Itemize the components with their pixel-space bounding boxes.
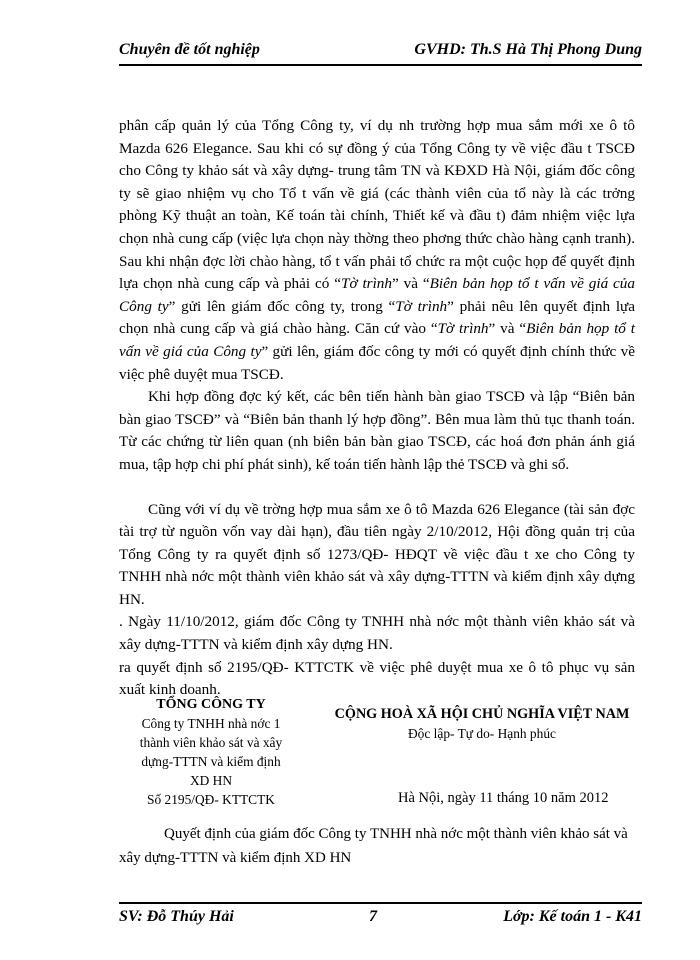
- issuing-organization-block: [120, 695, 302, 809]
- text-run: ” và “: [488, 320, 527, 338]
- decision-title: Quyết định của giám đốc Công ty TNHH nhà nớc một thành viên khảo sát và xây dựng-TTTN và kiểm định XD HN: [119, 826, 628, 866]
- text-run: ra quyết định số 2195/QĐ- KTTCTK về việc phê duyệt mua xe ô tô phục vụ sản xuất kinh doanh.: [119, 658, 635, 699]
- decision-number: Số 2195/QĐ- KTTCTK: [147, 792, 275, 807]
- page-footer: [119, 902, 642, 930]
- body-paragraph: [119, 611, 635, 656]
- footer-student: SV: Đỗ Thúy Hải: [119, 908, 234, 925]
- organization-line-3: dựng-TTTN và kiểm định: [141, 754, 281, 769]
- italic-text-run: Biên bản họp tổ t vấn về giá của Công ty: [119, 275, 635, 315]
- header-course-title: Chuyên đề tốt nghiệp: [119, 41, 260, 58]
- text-run: . Ngày 11/10/2012, giám đốc Công ty TNHH nhà nớc một thành viên khảo sát và xây dựng-TTTN và kiểm định xây dựng HN.: [119, 613, 635, 654]
- body-paragraph: [119, 115, 635, 386]
- footer-class: Lớp: Kế toán 1 - K41: [503, 908, 642, 925]
- text-run: ” gửi lên, giám đốc công ty mới có quyết định chính thức về việc phê duyệt mua TSCĐ.: [119, 342, 635, 383]
- body-text: [119, 115, 635, 702]
- issue-date: Hà Nội, ngày 11 tháng 10 năm 2012: [398, 790, 609, 806]
- text-run: ” và “: [392, 275, 430, 293]
- text-run: Cũng với ví dụ về trờng hợp mua sắm xe ô tô Mazda 626 Elegance (tài sản đợc tài trợ từ nguồn vốn vay dài hạn), đầu tiên ngày 2/10/2012, Hội đồng quản trị của Tổng Công ty ra quyết định số 1273/QĐ- HĐQT về việc đầu t xe cho Công ty TNHH nhà nớc một thành viên khảo sát và xây dựng-TTTN và kiểm định xây dựng HN.: [119, 500, 635, 608]
- text-run: Khi hợp đồng đợc ký kết, các bên tiến hành bàn giao TSCĐ và lập “Biên bản bàn giao TSCĐ” và “Biên bản thanh lý hợp đồng”. Bên mua làm thủ tục thanh toán. Từ các chứng từ liên quan (nh biên bản bàn giao TSCĐ, các hoá đơn phản ánh giá mua, tập hợp chi phí phát sinh), kế toán tiến hành lập thẻ TSCĐ và ghi sổ.: [119, 388, 635, 473]
- parent-organization-name: TỔNG CÔNG TY: [156, 697, 266, 712]
- header-supervisor: GVHD: Th.S Hà Thị Phong Dung: [414, 41, 642, 58]
- italic-text-run: Biên bản họp tổ t vấn về giá của Công ty: [119, 320, 635, 360]
- text-run: ” phải nêu lên quyết định lựa chọn nhà cung cấp và giá chào hàng. Căn cứ vào “: [119, 297, 636, 338]
- page-number: 7: [369, 908, 377, 925]
- national-motto-block: [326, 705, 638, 743]
- italic-text-run: Tờ trình: [395, 297, 448, 315]
- text-run: phân cấp quản lý của Tổng Công ty, ví dụ nh trường hợp mua sắm mới xe ô tô Mazda 626 Elegance. Sau khi có sự đồng ý của Tổng Công ty về việc đầu t TSCĐ cho Công ty khảo sát và xây dựng- trung tâm TN và KĐXD Hà Nội, giám đốc công ty sẽ giao nhiệm vụ cho Tổ t vấn về giá (các thành viên của tổ này là các trởng phòng Kỹ thuật an toàn, Kế toán tài chính, Thiết kế và đầu t) đảm nhiệm việc lựa chọn nhà cung cấp (việc lựa chọn này thờng theo phơng thức chào hàng cạnh tranh). Sau khi nhận đợc lời chào hàng, tổ t vấn phải tổ chức ra một cuộc họp để quyết định lựa chọn nhà cung cấp và phải có “: [119, 117, 635, 293]
- organization-line-1: Công ty TNHH nhà nớc 1: [141, 716, 281, 731]
- organization-line-4: XD HN: [189, 773, 233, 788]
- national-motto: Độc lập- Tự do- Hạnh phúc: [408, 726, 556, 741]
- body-paragraph: [119, 386, 635, 476]
- page-header: [119, 38, 642, 66]
- italic-text-run: Tờ trình: [341, 275, 392, 293]
- organization-line-2: thành viên khảo sát và xây: [139, 735, 283, 750]
- text-run: ” gửi lên giám đốc công ty, trong “: [168, 297, 396, 315]
- body-paragraph: [119, 499, 635, 612]
- national-title: CỘNG HOÀ XÃ HỘI CHỦ NGHĨA VIỆT NAM: [334, 706, 630, 722]
- italic-text-run: Tờ trình: [437, 320, 489, 338]
